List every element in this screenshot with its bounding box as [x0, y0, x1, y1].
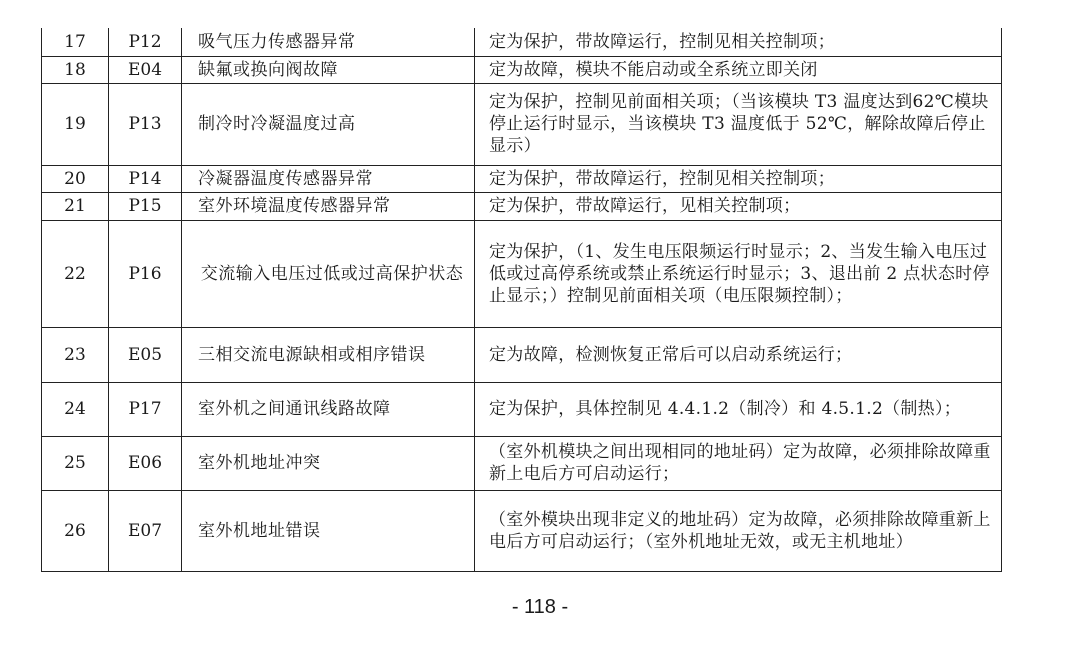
- fault-name: 缺氟或换向阀故障: [182, 56, 475, 83]
- fault-description: 定为故障，模块不能启动或全系统立即关闭: [475, 56, 1002, 83]
- table-row: [42, 165, 1002, 192]
- fault-description: 定为保护，具体控制见 4.4.1.2（制冷）和 4.5.1.2（制热）；: [475, 382, 1002, 436]
- fault-code: P14: [109, 165, 182, 192]
- fault-code: P17: [109, 382, 182, 436]
- row-number: 17: [42, 28, 109, 56]
- row-number: 22: [42, 220, 109, 327]
- fault-name: 室外机地址冲突: [182, 436, 475, 490]
- row-number: 24: [42, 382, 109, 436]
- fault-description: 定为故障，检测恢复正常后可以启动系统运行；: [475, 327, 1002, 382]
- table-row: [42, 327, 1002, 382]
- fault-code: P15: [109, 192, 182, 220]
- fault-name: 三相交流电源缺相或相序错误: [182, 327, 475, 382]
- fault-description: 定为保护，带故障运行，控制见相关控制项；: [475, 165, 1002, 192]
- fault-name: 交流输入电压过低或过高保护状态: [182, 220, 475, 327]
- table-row: [42, 56, 1002, 83]
- fault-description: 定为保护，控制见前面相关项；（当该模块 T3 温度达到62℃模块停止运行时显示，当该模块 T3 温度低于 52℃，解除故障后停止显示）: [475, 83, 1002, 165]
- page-number: - 118 -: [511, 596, 569, 618]
- fault-code: E05: [109, 327, 182, 382]
- fault-name: 室外环境温度传感器异常: [182, 192, 475, 220]
- row-number: 25: [42, 436, 109, 490]
- row-number: 26: [42, 490, 109, 571]
- table-row: [42, 192, 1002, 220]
- fault-code: P16: [109, 220, 182, 327]
- table-row: [42, 83, 1002, 165]
- table-row: [42, 490, 1002, 571]
- row-number: 21: [42, 192, 109, 220]
- table-row: [42, 220, 1002, 327]
- fault-code: E04: [109, 56, 182, 83]
- fault-code: P13: [109, 83, 182, 165]
- row-number: 20: [42, 165, 109, 192]
- fault-code: P12: [109, 28, 182, 56]
- fault-description: 定为保护，（1、发生电压限频运行时显示；2、当发生输入电压过低或过高停系统或禁止系统运行时显示；3、退出前 2 点状态时停止显示；）控制见前面相关项（电压限频控制）；: [475, 220, 1002, 327]
- fault-name: 吸气压力传感器异常: [182, 28, 475, 56]
- row-number: 23: [42, 327, 109, 382]
- table-row: [42, 436, 1002, 490]
- fault-name: 室外机之间通讯线路故障: [182, 382, 475, 436]
- row-number: 19: [42, 83, 109, 165]
- fault-code: E07: [109, 490, 182, 571]
- fault-description: 定为保护，带故障运行，见相关控制项；: [475, 192, 1002, 220]
- fault-code-table: [41, 28, 1002, 572]
- fault-code: E06: [109, 436, 182, 490]
- fault-description: （室外模块出现非定义的地址码）定为故障，必须排除故障重新上电后方可启动运行；（室外机地址无效，或无主机地址）: [475, 490, 1002, 571]
- row-number: 18: [42, 56, 109, 83]
- table-row: [42, 28, 1002, 56]
- fault-name: 制冷时冷凝温度过高: [182, 83, 475, 165]
- table-row: [42, 382, 1002, 436]
- fault-name: 室外机地址错误: [182, 490, 475, 571]
- fault-name: 冷凝器温度传感器异常: [182, 165, 475, 192]
- fault-description: （室外机模块之间出现相同的地址码）定为故障，必须排除故障重新上电后方可启动运行；: [475, 436, 1002, 490]
- fault-description: 定为保护，带故障运行，控制见相关控制项；: [475, 28, 1002, 56]
